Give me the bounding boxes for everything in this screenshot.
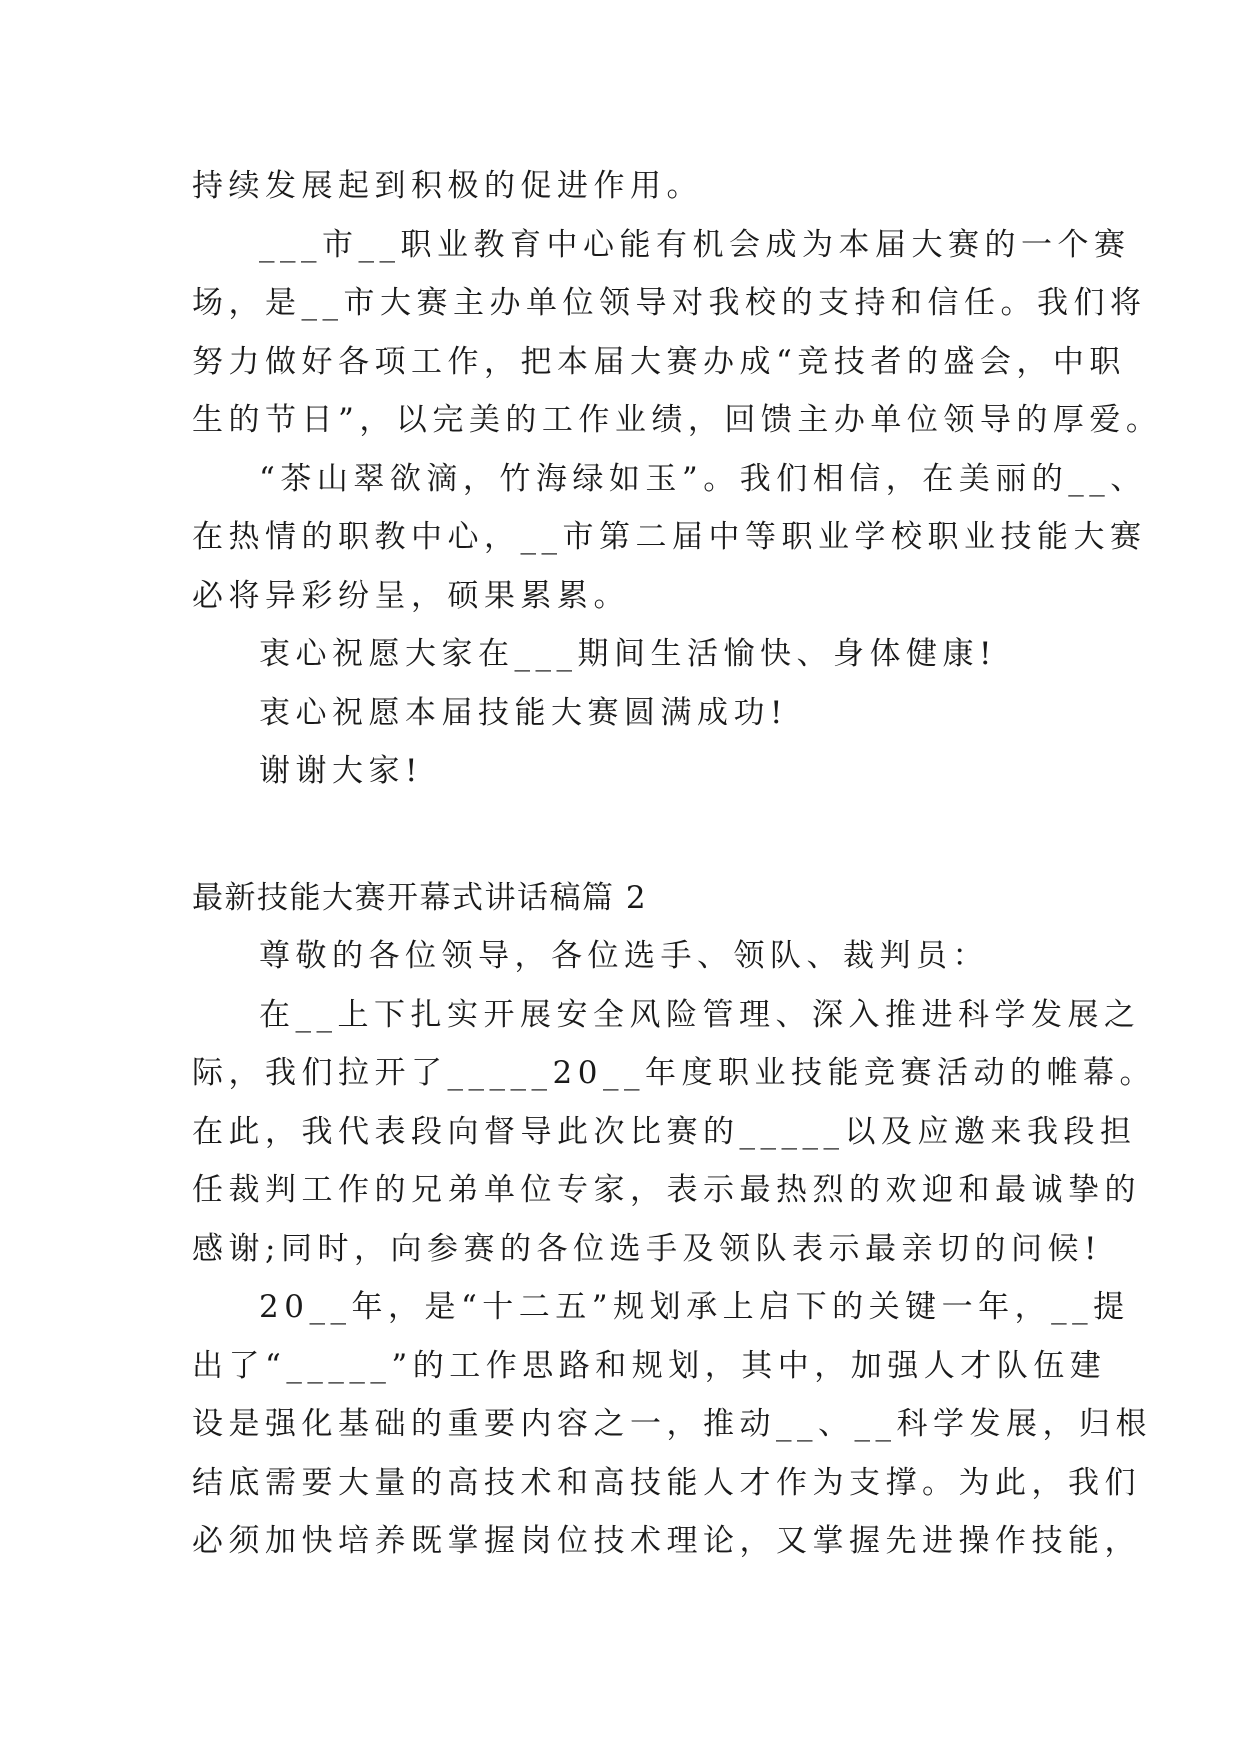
paragraph-line: 感谢;同时，向参赛的各位选手及领队表示最亲切的问候! [192, 1230, 1102, 1267]
paragraph-line: 必将异彩纷呈，硕果累累。 [192, 577, 630, 614]
paragraph-line: 结底需要大量的高技术和高技能人才作为支撑。为此，我们 [192, 1464, 1141, 1501]
paragraph-line: 在此，我代表段向督导此次比赛的_____以及应邀来我段担 [192, 1113, 1137, 1150]
paragraph-line: 设是强化基础的重要内容之一，推动__、__科学发展，归根 [192, 1406, 1152, 1442]
paragraph-line: 际，我们拉开了_____20__年度职业技能竞赛活动的帷幕。 [192, 1055, 1156, 1091]
paragraph-line: 衷心祝愿本届技能大赛圆满成功! [259, 694, 788, 731]
section-heading: 最新技能大赛开幕式讲话稿篇 2 [192, 879, 648, 916]
document-body [192, 157, 1163, 1571]
paragraph-line: 必须加快培养既掌握岗位技术理论，又掌握先进操作技能， [192, 1523, 1141, 1559]
paragraph-line: 任裁判工作的兄弟单位专家，表示最热烈的欢迎和最诚挚的 [192, 1172, 1141, 1208]
paragraph-line: “茶山翠欲滴，竹海绿如玉”。我们相信，在美丽的__、 [259, 460, 1147, 497]
paragraph-line: 尊敬的各位领导，各位选手、领队、裁判员： [259, 938, 989, 974]
paragraph-line: 生的节日”，以完美的工作业绩，回馈主办单位领导的厚爱。 [192, 402, 1163, 438]
paragraph-line: 持续发展起到积极的促进作用。 [192, 168, 703, 204]
paragraph-line: 努力做好各项工作，把本届大赛办成“竞技者的盛会，中职 [192, 343, 1126, 380]
paragraph-line: 在__上下扎实开展安全风险管理、深入推进科学发展之 [259, 996, 1141, 1033]
paragraph-line: ___市__职业教育中心能有机会成为本届大赛的一个赛 [259, 226, 1131, 263]
paragraph-line: 在热情的职教中心，__市第二届中等职业学校职业技能大赛 [192, 519, 1147, 555]
section-gap [192, 801, 1064, 869]
paragraph-line: 20__年，是“十二五”规划承上启下的关键一年，__提 [259, 1289, 1130, 1325]
paragraph-line: 衷心祝愿大家在___期间生活愉快、身体健康! [259, 636, 997, 672]
paragraph-line: 场，是__市大赛主办单位领导对我校的支持和信任。我们将 [192, 285, 1147, 321]
paragraph-line: 出了“_____”的工作思路和规划，其中，加强人才队伍建 [192, 1347, 1107, 1384]
paragraph-line: 谢谢大家! [259, 753, 423, 789]
